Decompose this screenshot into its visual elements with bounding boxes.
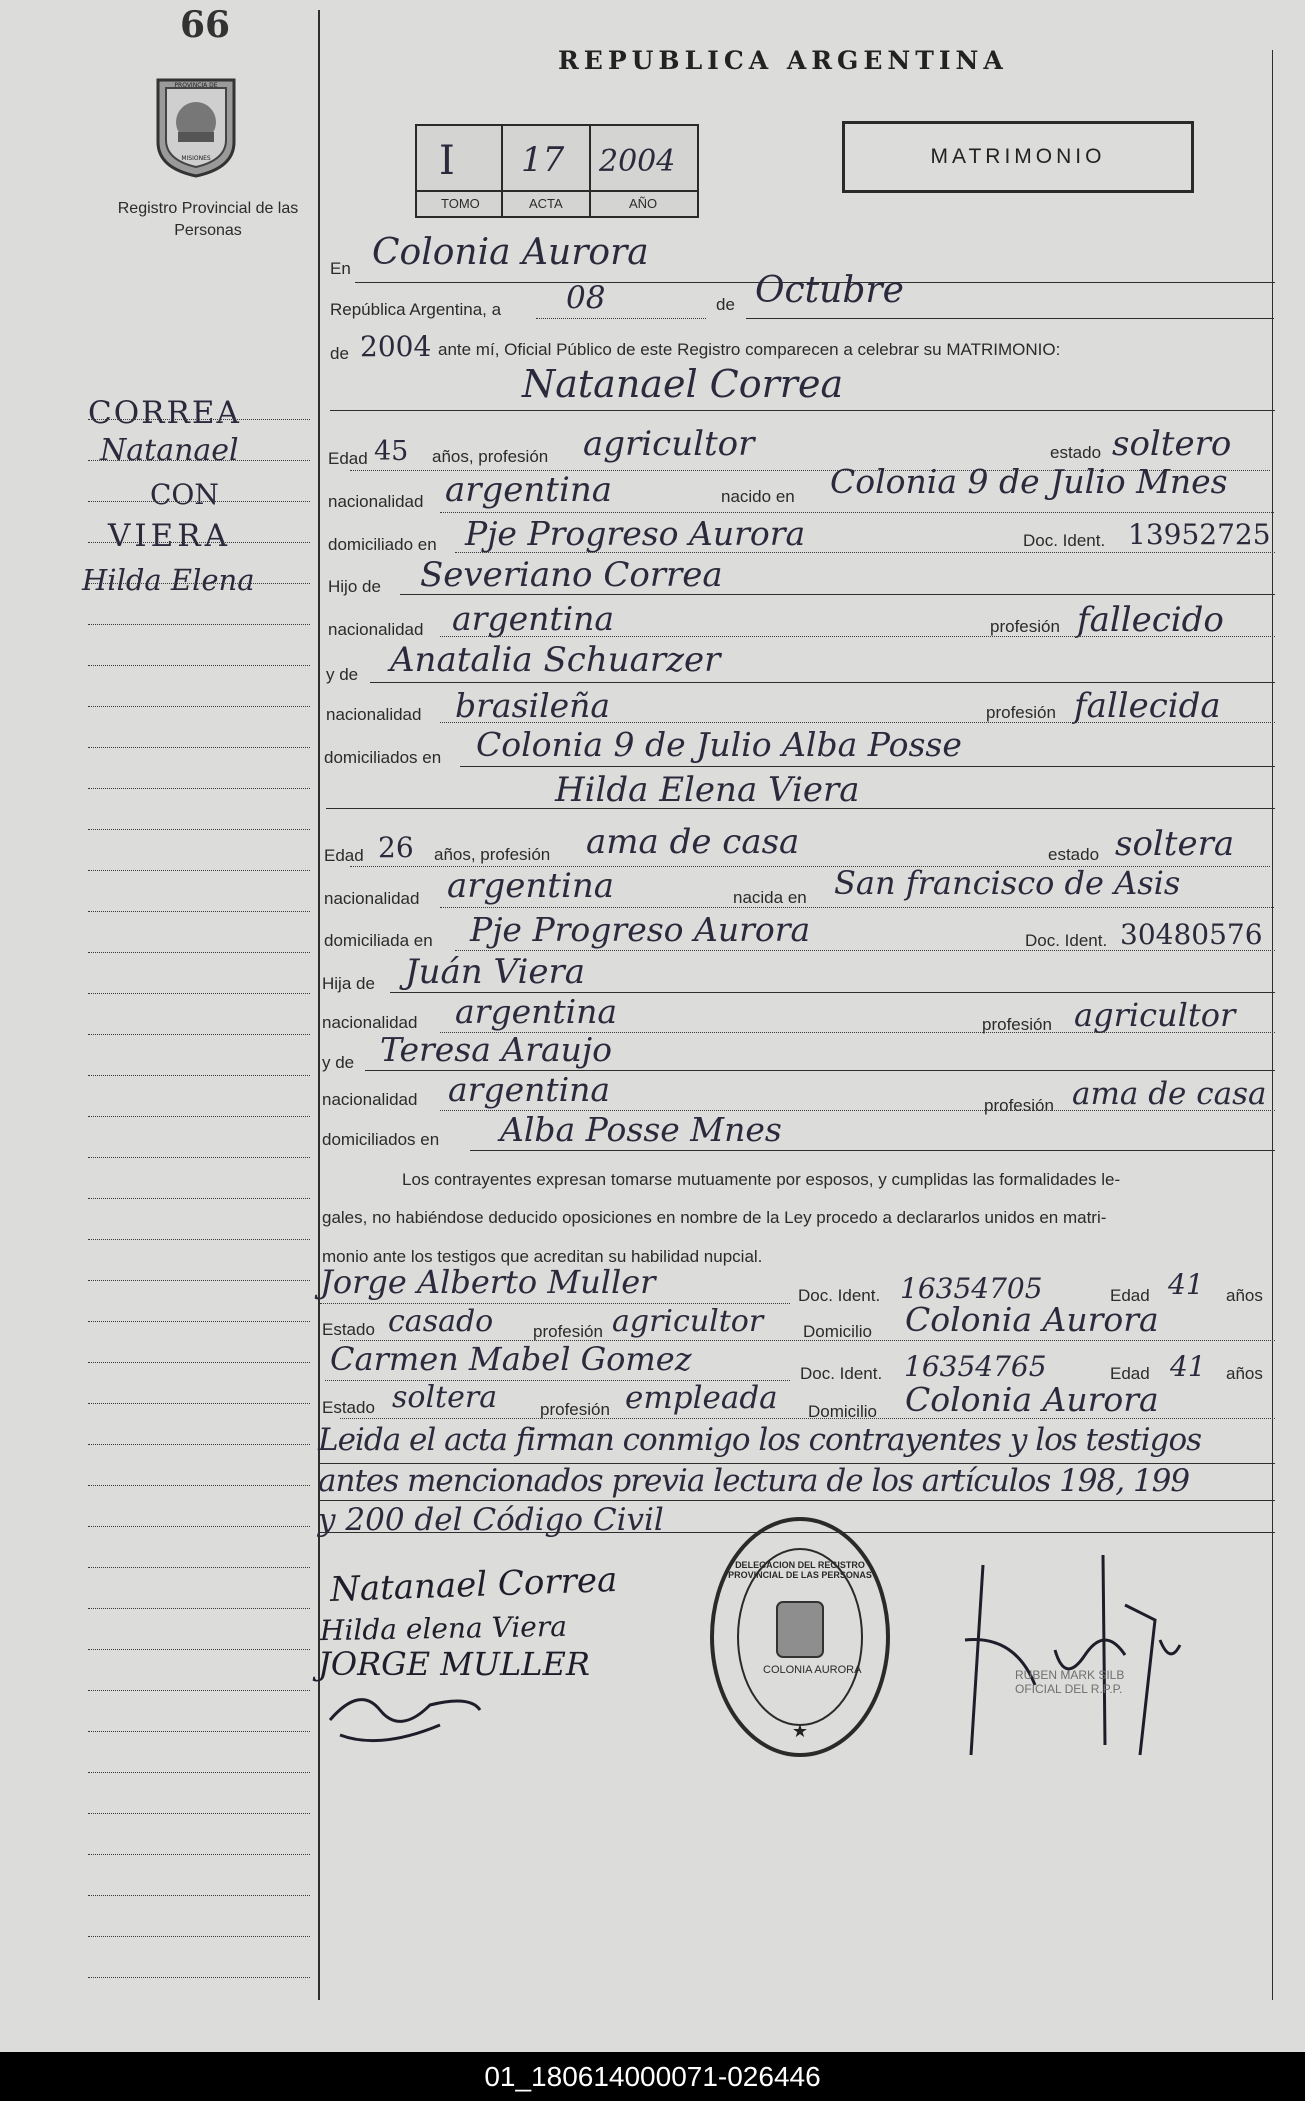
tomo-label: TOMO [441, 196, 480, 211]
signature-bride: Hilda elena Viera [319, 1609, 568, 1648]
margin-ruled-line [88, 1731, 310, 1732]
margin-ruled-line [88, 419, 310, 420]
groom-father: Severiano Correa [420, 555, 723, 595]
bride-parents-dom-label: domiciliados en [322, 1130, 440, 1149]
groom-anos-label: años, profesión [432, 447, 549, 466]
groom-nacionalidad: argentina [445, 470, 613, 510]
groom-mother-nac-label: nacionalidad [326, 705, 422, 724]
witness-1-anos: años [1226, 1286, 1263, 1305]
witness-2-edad-label: Edad [1110, 1364, 1150, 1383]
margin-ruled-line [88, 1157, 310, 1158]
bride-domicilio: Pje Progreso Aurora [470, 910, 811, 949]
groom-dom-label: domiciliado en [328, 535, 437, 554]
right-edge [1272, 50, 1273, 2000]
bride-yde-label: y de [322, 1053, 355, 1072]
declaration-line-1: Los contrayentes expresan tomarse mutuamente por esposos, y cumplidas las formalidades le- [402, 1170, 1121, 1189]
groom-father-prof: fallecido [1077, 600, 1224, 640]
registry-label: Registro Provincial de las Personas [117, 200, 299, 239]
margin-ruled-line [88, 1239, 310, 1240]
de-label-2: de [330, 344, 349, 363]
country-title: REPUBLICA ARGENTINA [558, 46, 1008, 75]
bride-nac-label: nacionalidad [324, 889, 420, 908]
bride-father-prof-label: profesión [982, 1015, 1052, 1034]
margin-ruled-line [88, 1608, 310, 1609]
groom-estado-label: estado [1050, 443, 1102, 462]
emblem-bottom-text: MISIONES [181, 155, 211, 162]
bride-mother-prof: ama de casa [1072, 1076, 1267, 1112]
bride-father-prof: agricultor [1074, 996, 1236, 1034]
groom-yde-label: y de [326, 665, 359, 684]
page-number: 66 [180, 4, 231, 46]
groom-domicilio: Pje Progreso Aurora [465, 514, 806, 553]
acta-value: 17 [521, 140, 565, 180]
margin-ruled-line [88, 1895, 310, 1896]
groom-father-prof-label: profesión [990, 617, 1060, 636]
official-signature [955, 1545, 1205, 1760]
groom-doc-label: Doc. Ident. [1023, 531, 1106, 550]
witness-2-doc: 16354765 [904, 1350, 1047, 1383]
witness-2-dom-label: Domicilio [808, 1402, 877, 1421]
seal-outer-text: DELEGACION DEL REGISTRO PROVINCIAL DE LAS PERSONAS [728, 1560, 872, 1580]
groom-edad-label: Edad [328, 449, 368, 468]
bride-father-nac: argentina [455, 992, 618, 1031]
margin-ruled-line [88, 1034, 310, 1035]
margin-ruled-line [88, 1526, 310, 1527]
marriage-type-box: MATRIMONIO [842, 121, 1194, 193]
witness-1-domicilio: Colonia Aurora [905, 1300, 1159, 1339]
margin-ruled-line [88, 1075, 310, 1076]
bride-mother-prof-label: profesión [984, 1096, 1054, 1115]
groom-nacido: Colonia 9 de Julio Mnes [830, 462, 1228, 501]
margin-ruled-line [88, 788, 310, 789]
margin-ruled-line [88, 829, 310, 830]
margin-ruled-line [88, 1936, 310, 1937]
margin-con: CON [150, 478, 219, 511]
ante-text: ante mí, Oficial Público de este Registro comparecen a celebrar su MATRIMONIO: [438, 340, 1061, 359]
bride-doc-label: Doc. Ident. [1025, 931, 1108, 950]
witness-1-edad: 41 [1168, 1268, 1204, 1301]
margin-ruled-line [88, 460, 310, 461]
groom-nacido-label: nacido en [721, 487, 795, 506]
tomo-value: I [439, 138, 455, 184]
margin-ruled-line [88, 624, 310, 625]
republica-label: República Argentina, a [330, 300, 502, 319]
groom-mother-nac: brasileña [455, 686, 611, 725]
bride-nacida-label: nacida en [733, 888, 807, 907]
bride-anos-label: años, profesión [434, 845, 551, 864]
margin-name-2: Hilda Elena [82, 563, 255, 597]
bride-nacionalidad: argentina [447, 866, 615, 906]
ceremony-month: Octubre [755, 270, 904, 311]
margin-ruled-line [88, 747, 310, 748]
svg-text:★: ★ [791, 1721, 809, 1741]
groom-father-nac: argentina [452, 599, 615, 638]
groom-mother: Anatalia Schuarzer [390, 640, 721, 680]
margin-surname-1: CORREA [88, 395, 241, 431]
margin-ruled-line [88, 1198, 310, 1199]
witness-2-profesion: empleada [625, 1380, 778, 1416]
margin-surname-2: VIERA [108, 518, 231, 554]
bride-mother-nac-label: nacionalidad [322, 1090, 418, 1109]
witness-1-profesion: agricultor [612, 1304, 764, 1339]
margin-ruled-line [88, 1280, 310, 1281]
margin-ruled-line [88, 1690, 310, 1691]
ceremony-day: 08 [566, 280, 606, 316]
margin-name-1: Natanael [100, 433, 239, 468]
bride-mother-nac: argentina [448, 1070, 611, 1109]
witness-1-doc-label: Doc. Ident. [798, 1286, 881, 1305]
en-label: En [330, 259, 351, 278]
witness-1-estado: casado [388, 1304, 494, 1339]
groom-hijo-label: Hijo de [328, 577, 381, 596]
bride-father: Juán Viera [405, 952, 585, 992]
margin-ruled-line [88, 1772, 310, 1773]
margin-ruled-line [88, 1362, 310, 1363]
margin-ruled-line [88, 1567, 310, 1568]
witness-2-estado: soltera [392, 1380, 498, 1415]
margin-ruled-line [88, 501, 310, 502]
groom-nac-label: nacionalidad [328, 492, 424, 511]
margin-ruled-line [88, 1116, 310, 1117]
bride-dom-label: domiciliada en [324, 931, 433, 950]
margin-ruled-line [88, 1485, 310, 1486]
margin-ruled-line [88, 1854, 310, 1855]
margin-ruled-line [88, 1977, 310, 1978]
margin-ruled-line [88, 952, 310, 953]
margin-ruled-line [88, 993, 310, 994]
emblem-top-text: PROVINCIA DE [174, 82, 218, 89]
closing-line-1: Leida el acta firman conmigo los contrayentes y los testigos [318, 1422, 1202, 1458]
margin-ruled-line [88, 706, 310, 707]
declaration-line-3: monio ante los testigos que acreditan su habilidad nupcial. [322, 1247, 763, 1266]
registry-seal [705, 1512, 895, 1762]
bride-profesion: ama de casa [586, 822, 800, 862]
witness-2-edad: 41 [1170, 1350, 1206, 1383]
margin-ruled-line [88, 1403, 310, 1404]
margin-ruled-line [88, 870, 310, 871]
bride-hija-label: Hija de [322, 974, 375, 993]
groom-mother-prof-label: profesión [986, 703, 1056, 722]
margin-ruled-line [88, 665, 310, 666]
groom-mother-prof: fallecida [1074, 686, 1221, 726]
groom-profesion: agricultor [583, 424, 755, 464]
groom-parents-dom-label: domiciliados en [324, 748, 442, 767]
signature-groom: Natanael Correa [329, 1559, 618, 1611]
margin-ruled-line [88, 542, 310, 543]
file-id-footer: 01_180614000071-026446 [0, 2052, 1305, 2101]
bride-edad-label: Edad [324, 846, 364, 865]
signature-scribble [320, 1680, 500, 1750]
margin-ruled-line [88, 1444, 310, 1445]
de-label-1: de [716, 295, 735, 314]
witness-2-doc-label: Doc. Ident. [800, 1364, 883, 1383]
closing-line-3: y 200 del Código Civil [318, 1502, 664, 1538]
bride-father-nac-label: nacionalidad [322, 1013, 418, 1032]
bride-estado-label: estado [1048, 845, 1100, 864]
witness-2-prof-label: profesión [540, 1400, 610, 1419]
bride-name: Hilda Elena Viera [555, 770, 860, 810]
witness-1-estado-label: Estado [322, 1320, 375, 1339]
declaration-line-2: gales, no habiéndose deducido oposiciones en nombre de la Ley procedo a declararlos unidos en matri- [322, 1208, 1107, 1227]
province-emblem [148, 72, 244, 180]
closing-line-2: antes mencionados previa lectura de los artículos 198, 199 [318, 1463, 1190, 1499]
ceremony-place: Colonia Aurora [372, 232, 649, 273]
signature-witness: JORGE MULLER [318, 1645, 590, 1683]
margin-ruled-line [88, 1649, 310, 1650]
witness-2-name: Carmen Mabel Gomez [330, 1340, 692, 1378]
witness-2-anos: años [1226, 1364, 1263, 1383]
bride-parents-dom: Alba Posse Mnes [500, 1110, 782, 1149]
ano-label: AÑO [629, 196, 658, 211]
witness-2-domicilio: Colonia Aurora [905, 1380, 1159, 1419]
bride-mother: Teresa Araujo [380, 1030, 613, 1069]
margin-ruled-line [88, 1813, 310, 1814]
bride-edad: 26 [378, 831, 414, 864]
witness-1-dom-label: Domicilio [803, 1322, 872, 1341]
record-numbers-table [415, 124, 699, 218]
official-stamp: RUBEN MARK SILB OFICIAL DEL R.P.P. [1015, 1668, 1125, 1696]
margin-ruled-line [88, 583, 310, 584]
margin-ruled-line [88, 911, 310, 912]
witness-1-doc: 16354705 [900, 1272, 1043, 1305]
groom-edad: 45 [374, 436, 409, 467]
ano-value: 2004 [599, 144, 676, 179]
seal-inner-text: COLONIA AURORA [763, 1664, 862, 1676]
ceremony-year: 2004 [360, 330, 432, 363]
groom-doc: 13952725 [1128, 518, 1271, 551]
groom-estado: soltero [1112, 424, 1232, 464]
bride-doc: 30480576 [1120, 918, 1263, 951]
witness-2-estado-label: Estado [322, 1398, 375, 1417]
witness-1-edad-label: Edad [1110, 1286, 1150, 1305]
acta-label: ACTA [529, 196, 563, 211]
witness-1-prof-label: profesión [533, 1322, 603, 1341]
margin-ruled-line [88, 1321, 310, 1322]
groom-father-nac-label: nacionalidad [328, 620, 424, 639]
bride-estado: soltera [1115, 824, 1235, 864]
groom-parents-dom: Colonia 9 de Julio Alba Posse [476, 725, 962, 764]
groom-name: Natanael Correa [522, 362, 844, 406]
bride-nacida: San francisco de Asis [834, 864, 1181, 902]
witness-1-name: Jorge Alberto Muller [320, 1263, 656, 1301]
